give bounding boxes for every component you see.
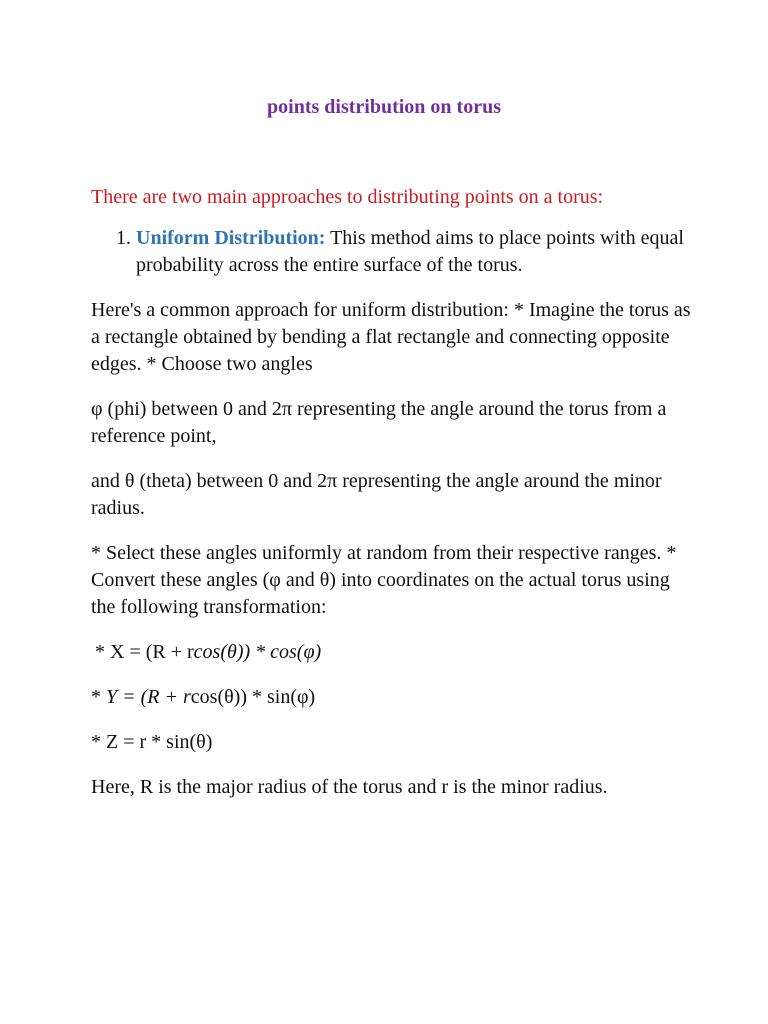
page-title: points distribution on torus <box>267 96 501 118</box>
document-body <box>91 184 691 819</box>
equation-y-part3: cos(θ)) * sin(φ) <box>190 686 316 708</box>
equation-x <box>91 639 691 666</box>
equation-y-part1: * <box>91 686 106 708</box>
list-item-text: This method aims to place points with equal probability across the entire surface of the torus. <box>136 227 684 276</box>
equation-x-part1: * X = (R + r <box>95 641 194 663</box>
equation-z: * Z = r * sin(θ) <box>91 731 213 753</box>
equation-y-part2: Y = (R + r <box>106 686 191 708</box>
paragraph-phi: φ (phi) between 0 and 2π representing the angle around the torus from a reference point, <box>91 398 667 447</box>
list-item-term: Uniform Distribution: <box>136 227 326 249</box>
paragraph-approach: Here's a common approach for uniform distribution: * Imagine the torus as a rectangle obtained by bending a flat rectangle and connecting opposite edges. * Choose two angles <box>91 299 691 375</box>
intro-text: There are two main approaches to distributing points on a torus: <box>91 186 604 208</box>
equation-y <box>91 684 691 711</box>
equation-x-part2: cos(θ)) * cos(φ) <box>193 641 322 663</box>
list-item <box>136 225 691 279</box>
closing-text: Here, R is the major radius of the torus and r is the minor radius. <box>91 776 608 798</box>
paragraph-convert: * Select these angles uniformly at random from their respective ranges. * Convert these angles (φ and θ) into coordinates on the actual torus using the following transformation: <box>91 542 677 618</box>
approach-list <box>91 225 691 279</box>
paragraph-theta: and θ (theta) between 0 and 2π representing the angle around the minor radius. <box>91 470 662 519</box>
